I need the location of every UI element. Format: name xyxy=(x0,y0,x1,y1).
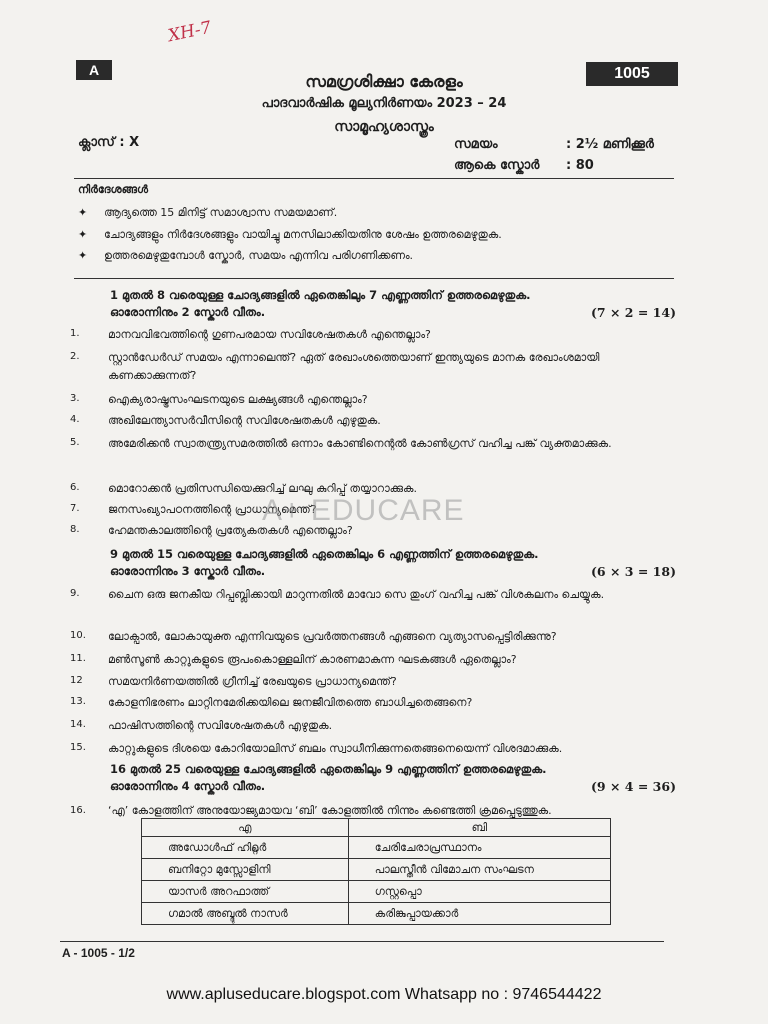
star-bullet-icon: ✦ xyxy=(78,249,88,262)
instructions-divider xyxy=(74,278,674,279)
question-text: ചൈന ഒരു ജനകീയ റിപ്പബ്ലിക്കായി മാറുന്നതിൽ മാവോ സെ തുംഗ് വഹിച്ച പങ്ക് വിശകലനം ചെയ്യുക. xyxy=(108,588,605,601)
question-text: ഹേമന്തകാലത്തിന്റെ പ്രത്യേകതകൾ എന്തെല്ലാം? xyxy=(108,524,353,537)
page-code: A - 1005 - 1/2 xyxy=(62,946,135,960)
column-header: എ xyxy=(142,819,349,837)
question-number: 5. xyxy=(70,437,80,448)
column-header: ബി xyxy=(348,819,610,837)
match-table xyxy=(141,818,611,925)
question-number: 3. xyxy=(70,393,80,404)
question-number: 15. xyxy=(70,742,86,753)
footer-divider xyxy=(60,941,664,942)
table-cell: കരിങ്കുപ്പായക്കാർ xyxy=(348,903,610,925)
handwritten-note: XH-7 xyxy=(166,17,214,47)
question-text: കോളനിഭരണം ലാറ്റിനമേരിക്കയിലെ ജനജീവിതത്തെ ബാധിച്ചതെങ്ങനെ? xyxy=(108,696,473,709)
question-text: സ്റ്റാൻഡേർഡ് സമയം എന്നാലെന്ത്? ഏത് രേഖാംശത്തെയാണ് ഇന്ത്യയുടെ മാനക രേഖാംശമായി കണക്കാക്കുന്നത്? xyxy=(108,351,600,382)
question-text: മൊറോക്കൻ പ്രതിസന്ധിയെക്കുറിച്ച് ലഘു കുറിപ്പ് തയ്യാറാക്കുക. xyxy=(108,482,418,495)
table-row xyxy=(142,903,611,925)
table-header-row xyxy=(142,819,611,837)
table-cell: അഡോൾഫ് ഹിറ്റ്ലർ xyxy=(142,837,349,859)
section-score: (6 × 3 = 18) xyxy=(591,564,676,579)
question-number: 12 xyxy=(70,675,83,686)
question-text: സമയനിർണയത്തിൽ ഗ്രീനിച്ച് രേഖയുടെ പ്രാധാന്യമെന്ത്? xyxy=(108,675,397,688)
question-number: 16. xyxy=(70,805,86,816)
question-text: അഖിലേന്ത്യാസർവീസിന്റെ സവിശേഷതകൾ എഴുതുക. xyxy=(108,414,381,427)
set-badge: A xyxy=(76,60,112,80)
question-text: മാനവവിഭവത്തിന്റെ ഗുണപരമായ സവിശേഷതകൾ എന്തെല്ലാം? xyxy=(108,328,431,341)
table-cell: ഗമാൽ അബ്ദുൽ നാസർ xyxy=(142,903,349,925)
section-header: 1 മുതൽ 8 വരെയുള്ള ചോദ്യങ്ങളിൽ ഏതെങ്കിലും 7 എണ്ണത്തിന് ഉത്തരമെഴുതുക. ഓരോന്നിനും 2 സ്കോർ വീതം. (7 × 2 = 14) xyxy=(110,288,676,320)
paper-code-badge: 1005 xyxy=(586,62,678,86)
total-score-label: ആകെ സ്കോർ xyxy=(454,158,540,173)
table-row xyxy=(142,837,611,859)
question-text: കാറ്റുകളുടെ ദിശയെ കോറിയോലിസ് ബലം സ്വാധീനിക്കുന്നതെങ്ങനെയെന്ന് വിശദമാക്കുക. xyxy=(108,742,563,755)
question-number: 6. xyxy=(70,482,80,493)
question-text: ‘എ’ കോളത്തിന് അനുയോജ്യമായവ ‘ബി’ കോളത്തിൽ നിന്നും കണ്ടെത്തി ക്രമപ്പെടുത്തുക. xyxy=(108,804,552,817)
instructions-heading: നിർദേശങ്ങൾ xyxy=(78,183,149,196)
table-cell: ചേരിചേരാപ്രസ്ഥാനം xyxy=(348,837,610,859)
website-footer: www.apluseducare.blogspot.com Whatsapp no : 9746544422 xyxy=(166,986,602,1003)
section-score: (9 × 4 = 36) xyxy=(591,779,676,794)
table-row xyxy=(142,881,611,903)
question-number: 11. xyxy=(70,653,86,664)
subject-title: സാമൂഹ്യശാസ്ത്രം xyxy=(334,119,434,135)
time-label: സമയം xyxy=(454,137,498,152)
question-number: 9. xyxy=(70,588,80,599)
question-text: ലോക്പാൽ, ലോകായുക്ത എന്നിവയുടെ പ്രവർത്തനങ്ങൾ എങ്ങനെ വ്യത്യാസപ്പെട്ടിരിക്കുന്നു? xyxy=(108,630,557,643)
watermark: A+ EDUCARE xyxy=(262,494,465,527)
question-number: 10. xyxy=(70,630,86,641)
table-cell: ബനിറ്റോ മുസ്സോളിനി xyxy=(142,859,349,881)
section-header: 9 മുതൽ 15 വരെയുള്ള ചോദ്യങ്ങളിൽ ഏതെങ്കിലും 6 എണ്ണത്തിന് ഉത്തരമെഴുതുക. ഓരോന്നിനും 3 സ്കോർ വീതം. (6 × 3 = 18) xyxy=(110,547,676,579)
question-text: ജനസംഖ്യാപഠനത്തിന്റെ പ്രാധാന്യമെന്ത്? xyxy=(108,503,317,516)
header-divider xyxy=(74,178,674,179)
question-number: 1. xyxy=(70,328,80,339)
section-header: 16 മുതൽ 25 വരെയുള്ള ചോദ്യങ്ങളിൽ ഏതെങ്കിലും 9 എണ്ണത്തിന് ഉത്തരമെഴുതുക. ഓരോന്നിനും 4 സ്കോർ വീതം. (9 × 4 = 36) xyxy=(110,762,676,794)
question-number: 13. xyxy=(70,696,86,707)
instruction-item: ✦ ചോദ്യങ്ങളും നിർദേശങ്ങളും വായിച്ചു മനസിലാക്കിയതിനു ശേഷം ഉത്തരമെഴുതുക. xyxy=(78,228,502,241)
question-number: 14. xyxy=(70,719,86,730)
question-text: ഐക്യരാഷ്ട്രസംഘടനയുടെ ലക്ഷ്യങ്ങൾ എന്തെല്ലാം? xyxy=(108,393,368,406)
question-number: 7. xyxy=(70,503,80,514)
instruction-item: ✦ ആദ്യത്തെ 15 മിനിട്ട് സമാശ്വാസ സമയമാണ്. xyxy=(78,206,338,219)
question-number: 2. xyxy=(70,351,80,362)
question-text: ഫാഷിസത്തിന്റെ സവിശേഷതകൾ എഴുതുക. xyxy=(108,719,333,732)
exam-title: പാദവാർഷിക മൂല്യനിർണയം 2023 – 24 xyxy=(261,96,507,111)
instruction-item: ✦ ഉത്തരമെഴുതുമ്പോൾ സ്കോർ, സമയം എന്നിവ പരിഗണിക്കണം. xyxy=(78,249,414,262)
star-bullet-icon: ✦ xyxy=(78,228,88,241)
class-label: ക്ലാസ് : X xyxy=(78,135,140,150)
table-row xyxy=(142,859,611,881)
question-text: അമേരിക്കൻ സ്വാതന്ത്ര്യസമരത്തിൽ ഒന്നാം കോണ്ടിനെന്റൽ കോൺഗ്രസ് വഹിച്ച പങ്ക് വ്യക്തമാക്കുക. xyxy=(108,437,612,450)
organisation-title: സമഗ്രശിക്ഷാ കേരളം xyxy=(305,72,463,91)
question-number: 8. xyxy=(70,524,80,535)
table-cell: പാലസ്തീൻ വിമോചന സംഘടന xyxy=(348,859,610,881)
table-cell: ഗസ്റ്റപ്പൊ xyxy=(348,881,610,903)
table-cell: യാസർ അറഫാത്ത് xyxy=(142,881,349,903)
total-score-value: : 80 xyxy=(566,158,594,173)
section-score: (7 × 2 = 14) xyxy=(591,305,676,320)
time-value: : 2½ മണിക്കൂർ xyxy=(566,137,654,152)
star-bullet-icon: ✦ xyxy=(78,206,88,219)
question-text: മൺസൂൺ കാറ്റുകളുടെ രൂപംകൊള്ളലിന് കാരണമാകുന്ന ഘടകങ്ങൾ ഏതെല്ലാം? xyxy=(108,653,517,666)
question-number: 4. xyxy=(70,414,80,425)
